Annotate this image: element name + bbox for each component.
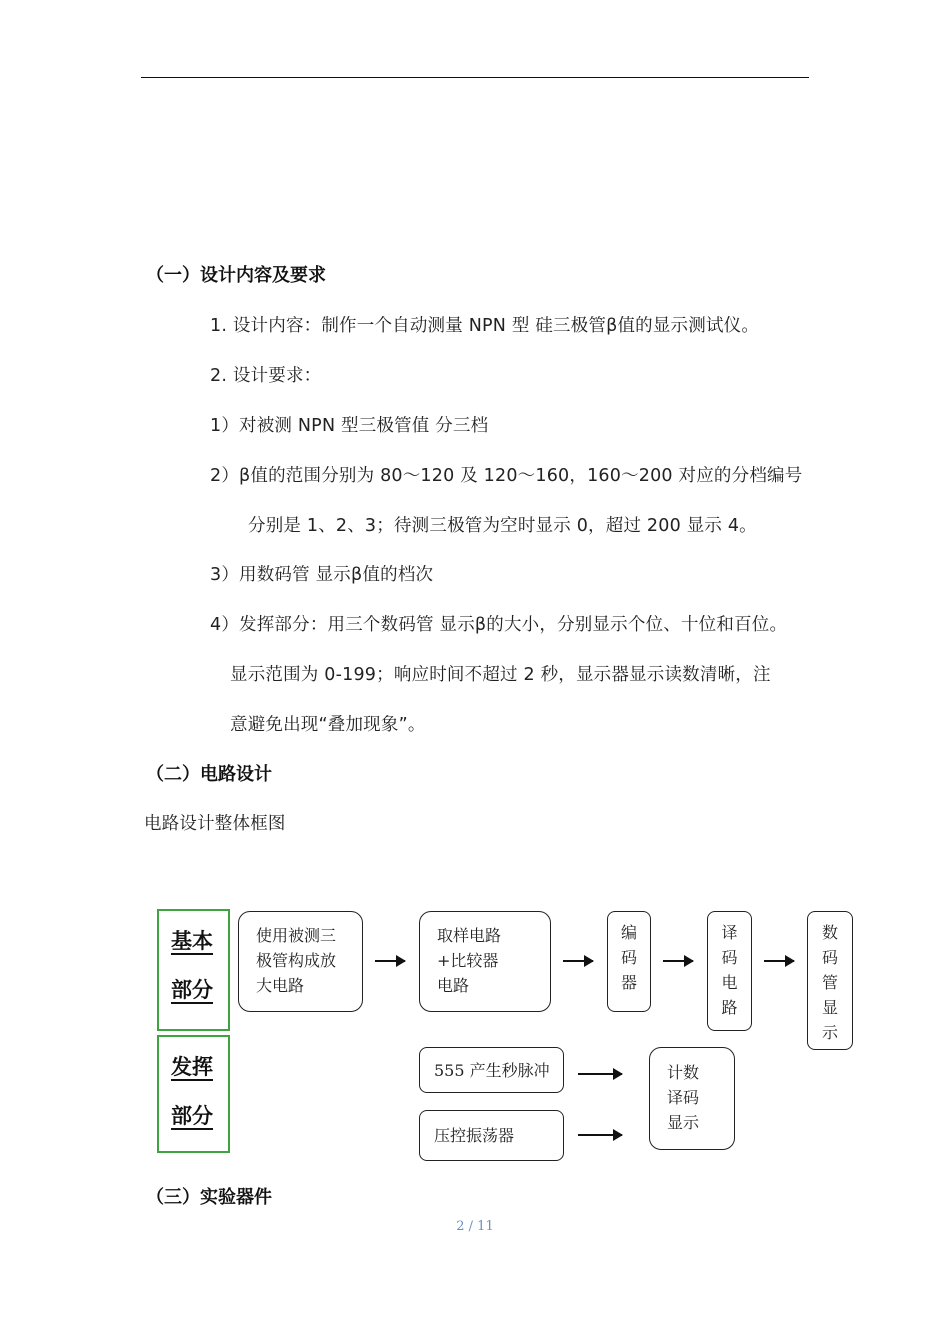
display-char-5: 示 — [821, 1023, 838, 1042]
sampling-comparator-box — [419, 911, 551, 1012]
display-char-3: 管 — [821, 973, 838, 992]
page-number: 2 / 11 — [456, 1219, 494, 1234]
display-char-2: 码 — [821, 948, 838, 967]
amplifier-line-1: 使用被测三 — [256, 926, 337, 945]
extended-part-label — [157, 1035, 230, 1153]
diagram-caption: 电路设计整体框图 — [144, 814, 286, 834]
digital-tube-display-box — [807, 911, 853, 1050]
arrow-decoder-to-display — [764, 960, 794, 962]
requirements-label: 2. 设计要求： — [210, 366, 322, 386]
design-content: 1. 设计内容：制作一个自动测量 NPN 型 硅三极管β值的显示测试仪。 — [210, 316, 760, 336]
decoder-box — [707, 911, 752, 1031]
basic-part-label — [157, 909, 230, 1031]
encoder-box — [607, 911, 651, 1012]
extended-part-label-line-1: 发挥 — [171, 1054, 213, 1079]
requirement-4-line-3: 意避免出现“叠加现象”。 — [230, 715, 426, 735]
display-char-4: 显 — [821, 998, 838, 1017]
arrow-amp-to-sample — [375, 960, 405, 962]
sampling-line-1: 取样电路 — [437, 926, 502, 945]
arrow-vco-to-counter — [578, 1134, 622, 1136]
sampling-line-3: 电路 — [437, 976, 470, 995]
requirement-4-line-2: 显示范围为 0-199；响应时间不超过 2 秒，显示器显示读数清晰，注 — [230, 665, 771, 685]
vco-box: 压控振荡器 — [419, 1110, 564, 1161]
section2-title: （二）电路设计 — [146, 764, 272, 785]
sampling-line-2: +比较器 — [437, 951, 499, 970]
header-rule — [141, 77, 809, 78]
display-char-1: 数 — [821, 923, 838, 942]
arrow-pulse-to-counter — [578, 1073, 622, 1075]
basic-part-label-line-2: 部分 — [171, 977, 213, 1002]
decoder-char-3: 电 — [721, 973, 738, 992]
arrow-sample-to-encoder — [563, 960, 593, 962]
amplifier-line-2: 极管构成放 — [256, 951, 337, 970]
amplifier-line-3: 大电路 — [256, 976, 305, 995]
arrow-encoder-to-decoder — [663, 960, 693, 962]
amplifier-circuit-box — [238, 911, 363, 1012]
section1-title: （一）设计内容及要求 — [146, 265, 326, 286]
counter-line-2: 译码 — [667, 1088, 700, 1107]
decoder-char-4: 路 — [721, 998, 738, 1017]
basic-part-label-line-1: 基本 — [171, 928, 213, 953]
decoder-char-2: 码 — [721, 948, 738, 967]
extended-part-label-line-2: 部分 — [171, 1103, 213, 1128]
requirement-2-line-2: 分别是 1、2、3；待测三极管为空时显示 0，超过 200 显示 4。 — [248, 516, 757, 536]
encoder-char-1: 编 — [620, 923, 637, 942]
encoder-char-3: 器 — [620, 973, 637, 992]
decoder-char-1: 译 — [721, 923, 738, 942]
requirement-3: 3）用数码管 显示β值的档次 — [210, 565, 434, 585]
requirement-4-line-1: 4）发挥部分：用三个数码管 显示β的大小，分别显示个位、十位和百位。 — [210, 615, 788, 635]
encoder-char-2: 码 — [620, 948, 637, 967]
counter-line-1: 计数 — [667, 1063, 700, 1082]
section3-title: （三）实验器件 — [146, 1187, 272, 1208]
requirement-2-line-1: 2）β值的范围分别为 80～120 及 120～160，160～200 对应的分档编号 — [210, 466, 803, 486]
requirement-1: 1）对被测 NPN 型三极管值 分三档 — [210, 416, 489, 436]
counter-decoder-display-box — [649, 1047, 735, 1150]
counter-line-3: 显示 — [667, 1113, 700, 1132]
pulse-generator-box: 555 产生秒脉冲 — [419, 1047, 564, 1093]
